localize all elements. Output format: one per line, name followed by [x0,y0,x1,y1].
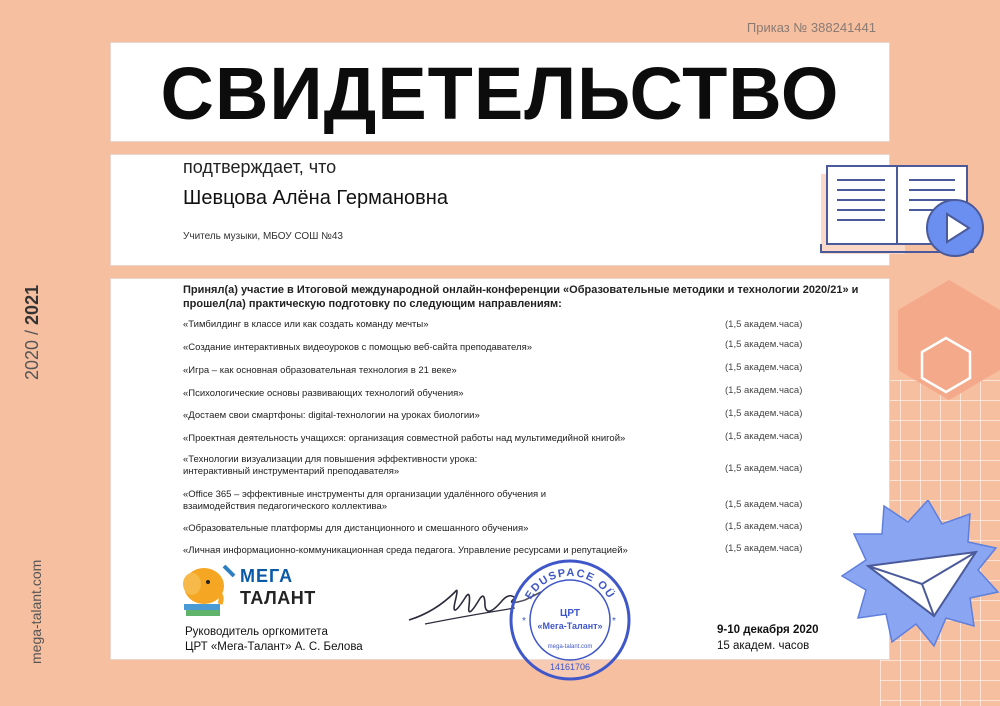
confirms-text: подтверждает, что [183,157,337,177]
stamp-center-line1: ЦРТ [560,608,580,619]
recipient-position: Учитель музыки, МБОУ СОШ №43 [183,231,343,242]
program-hours: (1,5 академ.часа) [725,521,803,532]
logo-line2: ТАЛАНТ [240,588,316,608]
logo-line1: МЕГА [240,566,294,586]
program-intro: Принял(а) участие в Итоговой международной онлайн-конференции «Образовательные методики и технологии 2020/21» и прошел(ла) практическую подготовку по следующим направлениям: [183,284,859,310]
book-icon [815,160,985,270]
program-item: «Личная информационно-коммуникационная среда педагога. Управление ресурсами и репутацией» [183,545,628,556]
program-item: «Достаем свои смартфоны: digital-технологии на уроках биологии» [183,410,480,421]
stamp-center-line2: «Мега-Талант» [537,621,603,631]
year-bold: 2021 [22,284,42,325]
program-hours: (1,5 академ.часа) [725,339,803,350]
program-hours: (1,5 академ.часа) [725,543,803,554]
total-hours: 15 академ. часов [717,640,810,652]
year-prefix: 2020 / [22,324,42,380]
mega-talant-logo [180,560,320,620]
event-date: 9-10 декабря 2020 [717,624,819,636]
program-item: «Office 365 – эффективные инструменты для организации удалённого обучения и взаимодействия педагогического коллектива» [183,489,547,512]
program-item: «Тимбилдинг в классе или как создать команду мечты» [183,319,429,330]
side-year [22,250,52,380]
signer-block [185,625,363,655]
order-number: Приказ № 388241441 [746,20,876,35]
svg-text:*: * [612,616,616,627]
program-item: «Создание интерактивных видеоуроков с помощью веб-сайта преподавателя» [183,342,532,353]
site-url: mega-talant.com [28,559,44,664]
program-hours: (1,5 академ.часа) [725,431,803,442]
recipient-panel [110,154,890,266]
program-hours: (1,5 академ.часа) [725,463,803,474]
stamp-number: 14161706 [549,662,591,672]
program-item: «Технологии визуализации для повышения эффективности урока: интерактивный инструментарий преподавателя» [183,454,478,477]
program-hours: (1,5 академ.часа) [725,385,803,396]
paper-plane-badge-icon [838,500,1000,650]
program-hours: (1,5 академ.часа) [725,362,803,373]
svg-text:*: * [522,616,526,627]
program-item: «Образовательные платформы для дистанционного и смешанного обучения» [183,523,529,534]
signer-role: Руководитель оргкомитета [185,626,328,638]
program-hours: (1,5 академ.часа) [725,408,803,419]
certificate-title: СВИДЕТЕЛЬСТВО [160,52,840,135]
stamp-site: mega-talant.com [547,644,593,650]
signer-name: ЦРТ «Мега-Талант» А. С. Белова [185,641,363,653]
program-hours: (1,5 академ.часа) [725,499,803,510]
program-item: «Игра – как основная образовательная технология в 21 веке» [183,365,457,376]
program-hours: (1,5 академ.часа) [725,319,803,330]
title-panel [110,42,890,142]
stamp-top-arc: EDUSPACE OÜ [523,566,617,602]
recipient-name: Шевцова Алёна Германовна [183,187,448,209]
program-item: «Проектная деятельность учащихся: организация совместной работы над мультимедийной книгой» [183,433,626,444]
elephant-icon [180,560,240,620]
side-site [28,530,58,670]
official-stamp [508,558,632,682]
hexagon-icon [898,280,1000,400]
program-item: «Психологические основы развивающих технологий обучения» [183,388,464,399]
